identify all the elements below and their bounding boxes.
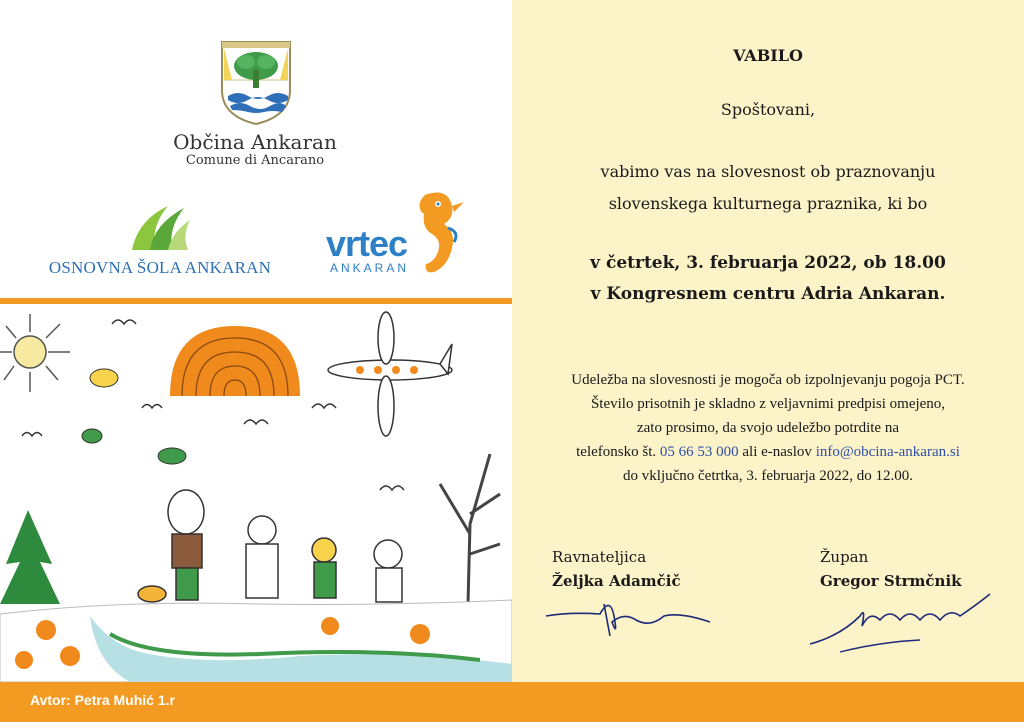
notice-line-3: zato prosimo, da svojo udeležbo potrdite na xyxy=(636,420,900,436)
phone-prefix: telefonsko št. xyxy=(576,444,657,460)
municipality-crest-icon xyxy=(220,40,292,126)
principal-role: Ravnateljica xyxy=(552,548,647,566)
phone-link[interactable]: 05 66 53 000 xyxy=(659,444,739,460)
municipality-name: Občina Ankaran xyxy=(173,130,337,154)
notice-line-5: do vključno četrtka, 3. februarja 2022, do 12.00. xyxy=(623,468,913,484)
invitation-title: VABILO xyxy=(733,46,803,65)
intro-line-1: vabimo vas na slovesnost ob praznovanju xyxy=(600,162,936,181)
school-logo-icon xyxy=(128,200,192,256)
principal-name: Željka Adamčič xyxy=(552,572,681,590)
email-link[interactable]: info@obcina-ankaran.si xyxy=(815,444,960,460)
salutation: Spoštovani, xyxy=(720,100,816,119)
footer-bar xyxy=(0,682,1024,722)
seahorse-icon xyxy=(408,188,466,278)
email-prefix: ali e-naslov xyxy=(742,444,812,460)
kindergarten-place: ANKARAN xyxy=(330,261,410,275)
notice-line-2: Število prisotnih je skladno z veljavnimi predpisi omejeno, xyxy=(590,396,946,412)
mayor-signature xyxy=(800,586,1000,656)
artwork-credit: Avtor: Petra Muhić 1.r xyxy=(30,692,175,708)
intro-line-2: slovenskega kulturnega praznika, ki bo xyxy=(608,194,928,213)
notice-line-1: Udeležba na slovesnosti je mogoča ob izpolnjevanju pogoja PCT. xyxy=(571,372,965,388)
mayor-role: Župan xyxy=(820,548,869,566)
school-name: OSNOVNA ŠOLA ANKARAN xyxy=(48,258,272,277)
mayor-name: Gregor Strmčnik xyxy=(820,572,962,590)
principal-signature xyxy=(540,592,720,642)
event-date-line: v četrtek, 3. februarja 2022, ob 18.00 xyxy=(590,253,946,273)
kindergarten-wordmark: vrtec xyxy=(326,223,408,264)
event-venue-line: v Kongresnem centru Adria Ankaran. xyxy=(590,284,946,304)
childrens-drawing xyxy=(0,304,512,682)
notice-line-4 xyxy=(512,444,1024,461)
municipality-name-italian: Comune di Ancarano xyxy=(185,153,325,168)
